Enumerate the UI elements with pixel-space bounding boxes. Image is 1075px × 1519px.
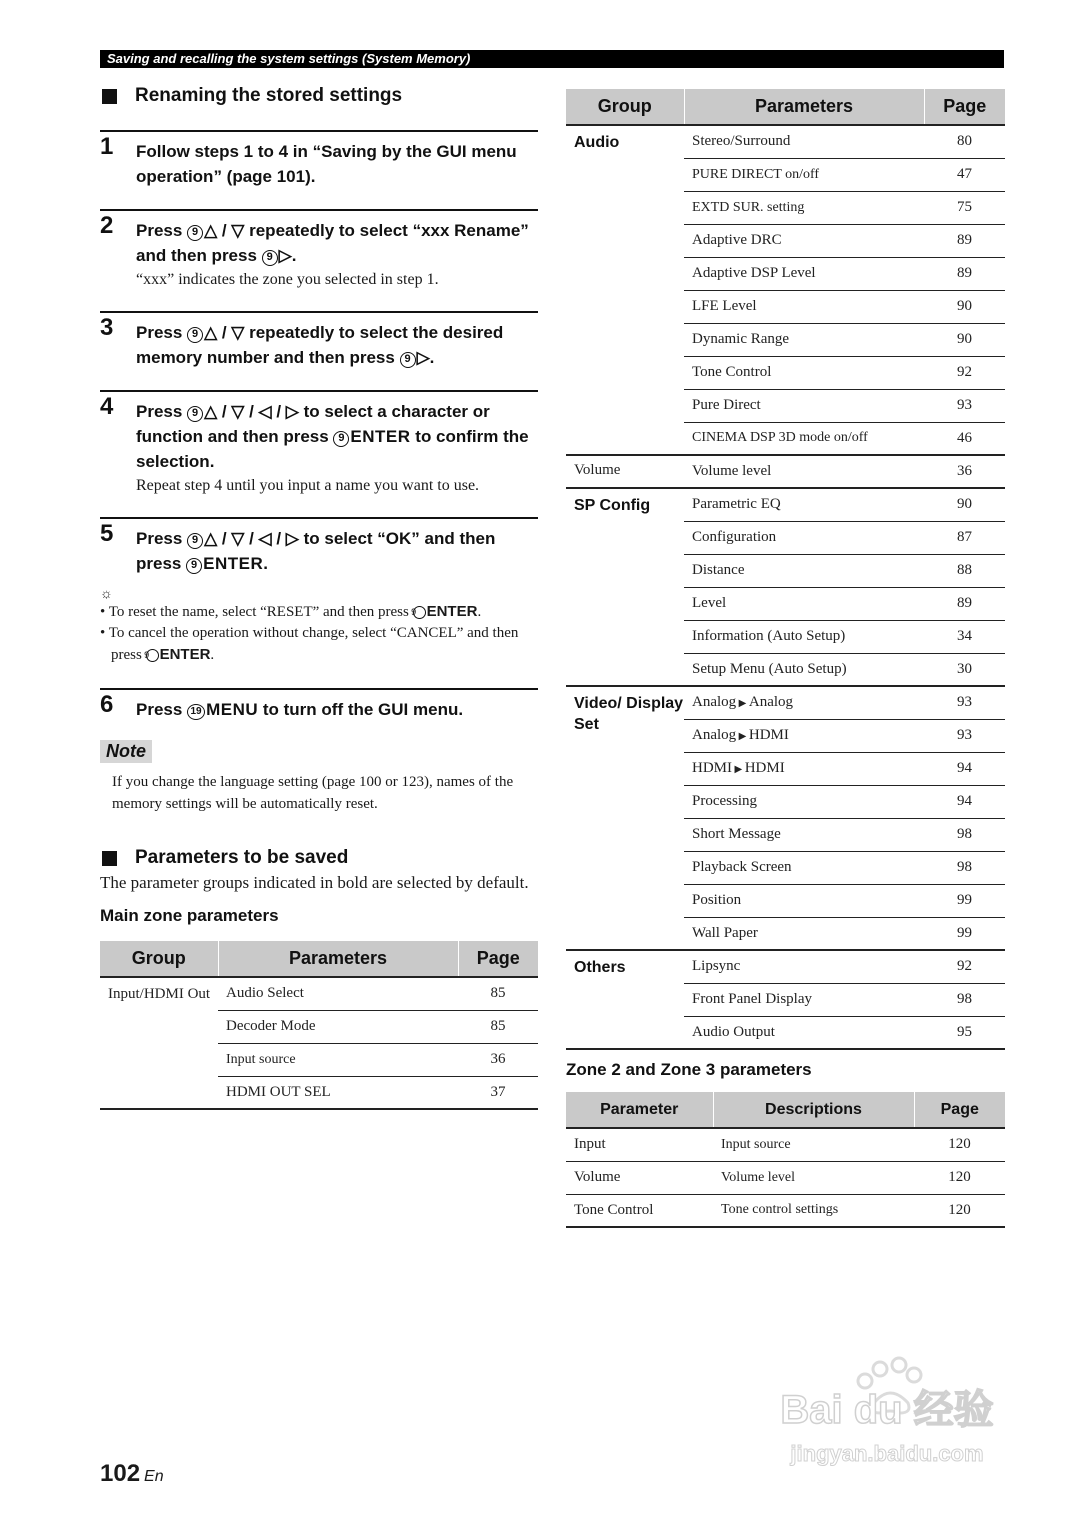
step-4: [100, 390, 538, 517]
col-page: Page: [914, 1092, 1005, 1128]
page-cell: 80: [924, 125, 1005, 158]
zone23-title: Zone 2 and Zone 3 parameters: [566, 1060, 812, 1079]
page-cell: 94: [924, 785, 1005, 818]
table-row: [566, 950, 1005, 983]
step-number: 6: [100, 691, 114, 718]
main-zone-table: [100, 941, 538, 1110]
key-9-icon: 9: [186, 558, 202, 574]
col-parameter: Parameter: [566, 1092, 713, 1128]
key-19-icon: 19: [187, 704, 205, 720]
params-heading: [100, 845, 538, 871]
param-cell: HDMI OUT SEL: [218, 1076, 458, 1109]
param-cell: [684, 752, 924, 785]
page-lang: En: [144, 1468, 164, 1485]
press-word: Press: [136, 221, 183, 240]
param-cell: Decoder Mode: [218, 1010, 458, 1043]
page-cell: 36: [458, 1043, 538, 1076]
page-cell: 47: [924, 158, 1005, 191]
step-4-text: to select a character or function and then press: [136, 402, 490, 446]
group-cell: Input/HDMI Out: [100, 977, 218, 1109]
param-cell: Setup Menu (Auto Setup): [684, 653, 924, 686]
step-number: 4: [100, 393, 114, 420]
key-9-icon: 9: [187, 225, 203, 241]
page-cell: 93: [924, 719, 1005, 752]
page-cell: 30: [924, 653, 1005, 686]
step-number: 5: [100, 520, 114, 547]
page-cell: 90: [924, 488, 1005, 521]
group-cell: [566, 686, 684, 950]
table-row: [566, 455, 1005, 488]
col-group: Group: [100, 941, 218, 977]
param-cell: Input: [566, 1128, 713, 1161]
page-cell: 98: [924, 818, 1005, 851]
param-cell: Front Panel Display: [684, 983, 924, 1016]
step-number: 2: [100, 212, 114, 239]
param-cell: Information (Auto Setup): [684, 620, 924, 653]
group-cell: [566, 950, 684, 1049]
param-cell: Configuration: [684, 521, 924, 554]
key-9-icon: 9: [413, 606, 426, 619]
param-cell: Wall Paper: [684, 917, 924, 950]
tip-punct: .: [477, 604, 482, 620]
col-parameters: Parameters: [218, 941, 458, 977]
step-4-note: Repeat step 4 until you input a name you want to use.: [136, 477, 480, 494]
main-zone-title: Main zone parameters: [100, 906, 279, 925]
params-title: Parameters to be saved: [135, 847, 349, 868]
col-descriptions: Descriptions: [713, 1092, 914, 1128]
table-row: [100, 977, 538, 1010]
step-5-text: to select “OK” and then press: [136, 529, 496, 573]
param-cell: Lipsync: [684, 950, 924, 983]
step-4-instruction: Press 9 △ / ▽ / ◁ / ▷ to select a character or function and then press 9 ENTER to confirm the selection.: [136, 402, 529, 471]
page-cell: 90: [924, 290, 1005, 323]
page-cell: 99: [924, 884, 1005, 917]
param-cell: Position: [684, 884, 924, 917]
square-bullet-icon: [102, 851, 117, 866]
arrow-right-icon: ▶: [732, 764, 745, 775]
note-block: [100, 740, 538, 815]
parameters-table: [566, 89, 1005, 1050]
page-cell: 87: [924, 521, 1005, 554]
step-1-text: Follow steps 1 to 4 in “Saving by the GUI menu operation” (page 101).: [136, 142, 517, 186]
page-cell: 88: [924, 554, 1005, 587]
table-row: [566, 125, 1005, 158]
step-number: 1: [100, 133, 114, 160]
step-5-instruction: Press 9 △ / ▽ / ◁ / ▷ to select “OK” and then press 9 ENTER.: [136, 529, 496, 573]
section-header-bar: [100, 50, 1004, 68]
enter-key: ENTER: [426, 603, 478, 620]
table-row: [566, 488, 1005, 521]
page-cell: 89: [924, 587, 1005, 620]
page-cell: 99: [924, 917, 1005, 950]
param-cell: Audio Select: [218, 977, 458, 1010]
table-row: [566, 686, 1005, 719]
page-cell: 89: [924, 257, 1005, 290]
group-cell: [566, 125, 684, 455]
press-word: Press: [136, 529, 183, 548]
col-page: Page: [924, 89, 1005, 125]
key-9-icon: 9: [146, 649, 159, 662]
tip-punct: .: [210, 647, 215, 663]
note-text: If you change the language setting (page 100 or 123), names of the memory settings will be automatically reset.: [112, 774, 514, 812]
right-column: [566, 89, 1005, 1228]
param-cell: Parametric EQ: [684, 488, 924, 521]
press-word: Press: [136, 323, 183, 342]
page-cell: 92: [924, 356, 1005, 389]
param-cell: Adaptive DRC: [684, 224, 924, 257]
page-cell: 95: [924, 1016, 1005, 1049]
arrow-right-icon: ▶: [736, 731, 749, 742]
tip-item: • To reset the name, select “RESET” and then press 9 ENTER.: [100, 603, 482, 620]
step-2: [100, 209, 538, 311]
tip-item: • To cancel the operation without change, select “CANCEL” and then press 9 ENTER.: [100, 625, 519, 663]
param-cell: Dynamic Range: [684, 323, 924, 356]
group-label: SP Config: [574, 497, 651, 514]
page-cell: 90: [924, 323, 1005, 356]
enter-key: ENTER: [350, 427, 411, 446]
press-word: Press: [136, 402, 183, 421]
key-9-icon: 9: [400, 352, 416, 368]
key-9-icon: 9: [333, 431, 349, 447]
param-cell: EXTD SUR. setting: [684, 191, 924, 224]
desc-cell: Tone control settings: [713, 1194, 914, 1227]
enter-key: ENTER: [159, 646, 211, 663]
key-9-icon: 9: [187, 533, 203, 549]
param-cell: Stereo/Surround: [684, 125, 924, 158]
group-label: Volume: [574, 462, 621, 478]
step-6-instruction: [136, 697, 538, 722]
param-cell: Level: [684, 587, 924, 620]
step-5: [100, 517, 538, 585]
param-cell: Audio Output: [684, 1016, 924, 1049]
page-cell: 37: [458, 1076, 538, 1109]
param-target: HDMI: [748, 727, 789, 743]
param-source: Analog: [692, 694, 737, 711]
param-cell: Volume: [566, 1161, 713, 1194]
param-cell: Volume level: [684, 455, 924, 488]
note-label: Note: [100, 740, 152, 763]
zone23-table: [566, 1092, 1005, 1228]
group-label: Video/ Display Set: [574, 695, 684, 733]
renaming-title: Renaming the stored settings: [135, 85, 403, 106]
group-label: Others: [574, 959, 626, 976]
enter-key: ENTER: [203, 554, 264, 573]
param-cell: Processing: [684, 785, 924, 818]
params-intro: The parameter groups indicated in bold are selected by default.: [100, 873, 529, 892]
watermark-brand: Bai du 经验: [780, 1388, 994, 1432]
param-cell: Distance: [684, 554, 924, 587]
step-6: [100, 688, 538, 740]
key-9-icon: 9: [262, 250, 278, 266]
param-cell: Input source: [218, 1043, 458, 1076]
page-cell: 92: [924, 950, 1005, 983]
baidu-watermark-logo: [762, 1355, 1012, 1475]
parameters-table-body: [566, 125, 1005, 1049]
tips-block: [100, 585, 538, 688]
page-number: 102: [100, 1460, 141, 1487]
group-cell: [566, 488, 684, 686]
desc-cell: Volume level: [713, 1161, 914, 1194]
param-cell: Playback Screen: [684, 851, 924, 884]
press-word: Press: [136, 700, 183, 719]
page-cell: 85: [458, 1010, 538, 1043]
table-row: [566, 1128, 1005, 1161]
page-cell: 34: [924, 620, 1005, 653]
page-cell: 120: [914, 1161, 1005, 1194]
param-source: Analog: [692, 727, 737, 743]
page-cell: 85: [458, 977, 538, 1010]
section-header-title: Saving and recalling the system settings (System Memory): [107, 51, 471, 66]
menu-key: MENU: [206, 700, 259, 719]
page-cell: 94: [924, 752, 1005, 785]
tip-text: To cancel the operation without change, select “CANCEL” and then press: [108, 625, 519, 663]
step-3-text: repeatedly to select the desired memory number and then press: [136, 323, 504, 367]
step-1: [100, 130, 538, 209]
step-2-note: “xxx” indicates the zone you selected in step 1.: [136, 271, 439, 288]
step-4-text2: to confirm the selection.: [136, 427, 529, 471]
desc-cell: Input source: [713, 1128, 914, 1161]
tip-text: To reset the name, select “RESET” and then press: [108, 604, 409, 620]
param-cell: [684, 719, 924, 752]
page-cell: 46: [924, 422, 1005, 455]
col-page: Page: [458, 941, 538, 977]
step-number: 3: [100, 314, 114, 341]
step-3: [100, 311, 538, 390]
renaming-heading: [100, 82, 538, 110]
arrow-right-icon: ▶: [736, 698, 749, 710]
key-9-icon: 9: [187, 406, 203, 422]
step-2-text: repeatedly to select “xxx Rename” and then press: [136, 221, 529, 265]
watermark-url: jingyan.baidu.com: [790, 1441, 984, 1466]
page-cell: 120: [914, 1194, 1005, 1227]
square-bullet-icon: [102, 89, 117, 104]
param-cell: Pure Direct: [684, 389, 924, 422]
page-cell: 93: [924, 686, 1005, 719]
param-cell: CINEMA DSP 3D mode on/off: [684, 422, 924, 455]
param-cell: Tone Control: [566, 1194, 713, 1227]
col-group: Group: [566, 89, 684, 125]
param-cell: [684, 686, 924, 719]
step-2-instruction: Press 9 △ / ▽ repeatedly to select “xxx Rename” and then press 9 ▷.: [136, 221, 529, 265]
left-column: [100, 82, 538, 1110]
tip-lightbulb-icon: ☼: [100, 585, 113, 601]
page-cell: 98: [924, 983, 1005, 1016]
page-cell: 89: [924, 224, 1005, 257]
step-3-instruction: Press 9 △ / ▽ repeatedly to select the desired memory number and then press 9 ▷.: [136, 323, 504, 367]
param-target: HDMI: [744, 760, 785, 776]
group-label: Audio: [574, 134, 620, 151]
param-target: Analog: [748, 694, 794, 711]
page-cell: 120: [914, 1128, 1005, 1161]
col-parameters: Parameters: [684, 89, 924, 125]
param-cell: PURE DIRECT on/off: [684, 158, 924, 191]
page-cell: 98: [924, 851, 1005, 884]
param-cell: LFE Level: [684, 290, 924, 323]
page-cell: 93: [924, 389, 1005, 422]
group-cell: [566, 455, 684, 488]
param-source: HDMI: [692, 760, 732, 776]
page-cell: 36: [924, 455, 1005, 488]
key-9-icon: 9: [187, 327, 203, 343]
page-cell: 75: [924, 191, 1005, 224]
table-row: [566, 1161, 1005, 1194]
param-cell: Short Message: [684, 818, 924, 851]
param-cell: Adaptive DSP Level: [684, 257, 924, 290]
param-cell: Tone Control: [684, 356, 924, 389]
page-footer: [100, 1460, 164, 1488]
table-row: [566, 1194, 1005, 1227]
step-6-text: to turn off the GUI menu.: [262, 700, 464, 719]
